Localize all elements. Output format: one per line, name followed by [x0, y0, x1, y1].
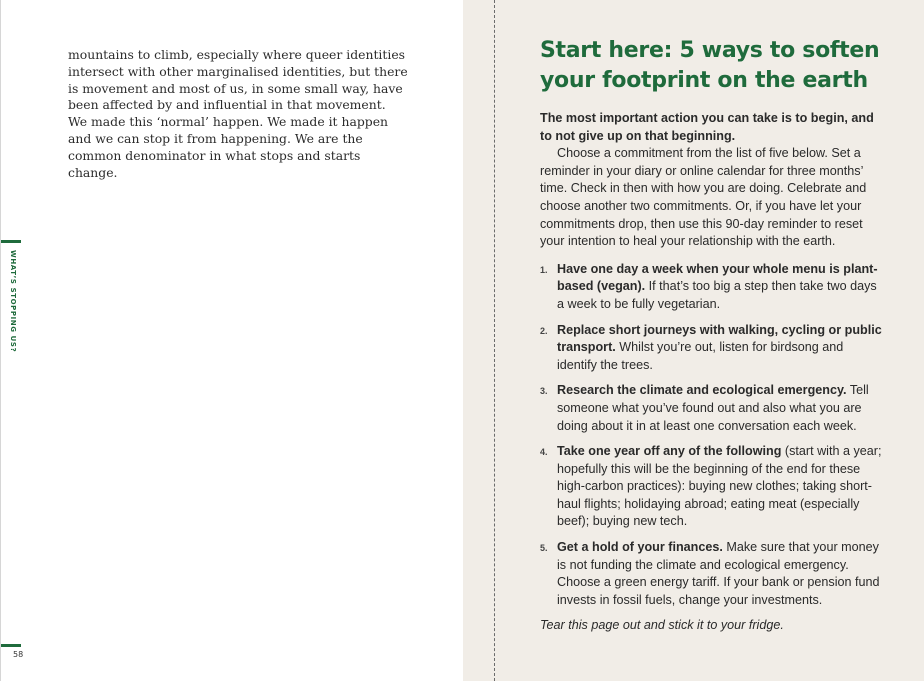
page-number: 58 [13, 650, 24, 659]
action-title: Have one day a week when your whole menu is plant-based (vegan). [557, 261, 878, 294]
action-item [540, 443, 882, 531]
action-text: Tell someone what you’ve found out and also what you are doing about it in at least one conversation each week. [557, 383, 869, 433]
intro-lead: The most important action you can take is to begin, and to not give up on that beginning. [540, 111, 874, 143]
action-item [540, 382, 882, 435]
action-title: Take one year off any of the following [557, 444, 782, 459]
action-title: Replace short journeys with walking, cycling or public transport. [557, 322, 882, 355]
action-number: 3. [540, 386, 548, 397]
side-tab-marker [1, 240, 21, 243]
action-item [540, 322, 882, 375]
action-title: Get a hold of your finances. [557, 540, 723, 555]
action-item [540, 261, 882, 314]
page-heading: Start here: 5 ways to soften your footprint on the earth [540, 38, 880, 93]
page-number-marker [1, 644, 21, 647]
intro-body: Choose a commitment from the list of five below. Set a reminder in your diary or online calendar for three months’ time. Check in then with how you are doing. Celebrate and choose another two commitments. Or, if you have let your commitments drop, then use this 90-day reminder to reset your intention to heal your relationship with the earth. [540, 146, 867, 249]
action-number: 4. [540, 447, 548, 458]
action-number: 1. [540, 264, 548, 275]
action-text: Make sure that your money is not funding the climate and ecological emergency. Choose a green energy tariff. If your bank or pension fund invests in fossil fuels, change your investments. [557, 540, 880, 607]
action-text: Whilst you’re out, listen for birdsong and identify the trees. [557, 340, 844, 372]
right-content [540, 36, 882, 635]
action-item [540, 539, 882, 609]
action-number: 5. [540, 543, 548, 554]
section-side-tab: WHAT’S STOPPING US? [9, 250, 17, 353]
tear-line [494, 0, 495, 681]
action-number: 2. [540, 325, 548, 336]
closing-instruction: Tear this page out and stick it to your fridge. [540, 618, 784, 633]
action-text: (start with a year; hopefully this will be the beginning of the end for these high-carbon practices): buying new clothes; taking short-haul flights; holidaying abroad; eating meat (especially beef); buying new tech. [557, 444, 882, 529]
action-title: Research the climate and ecological emergency. [557, 383, 847, 398]
left-body-text: mountains to climb, especially where queer identities intersect with other marginalised identities, but there is movement and most of us, in some small way, have been affected by and influential in that movement. We made this ‘normal’ happen. We made it happen and we can stop it from happening. We are the common denominator in what stops and starts change. [68, 47, 408, 180]
action-list [540, 261, 882, 610]
action-text: If that’s too big a step then take two days a week to be fully vegetarian. [557, 279, 877, 311]
